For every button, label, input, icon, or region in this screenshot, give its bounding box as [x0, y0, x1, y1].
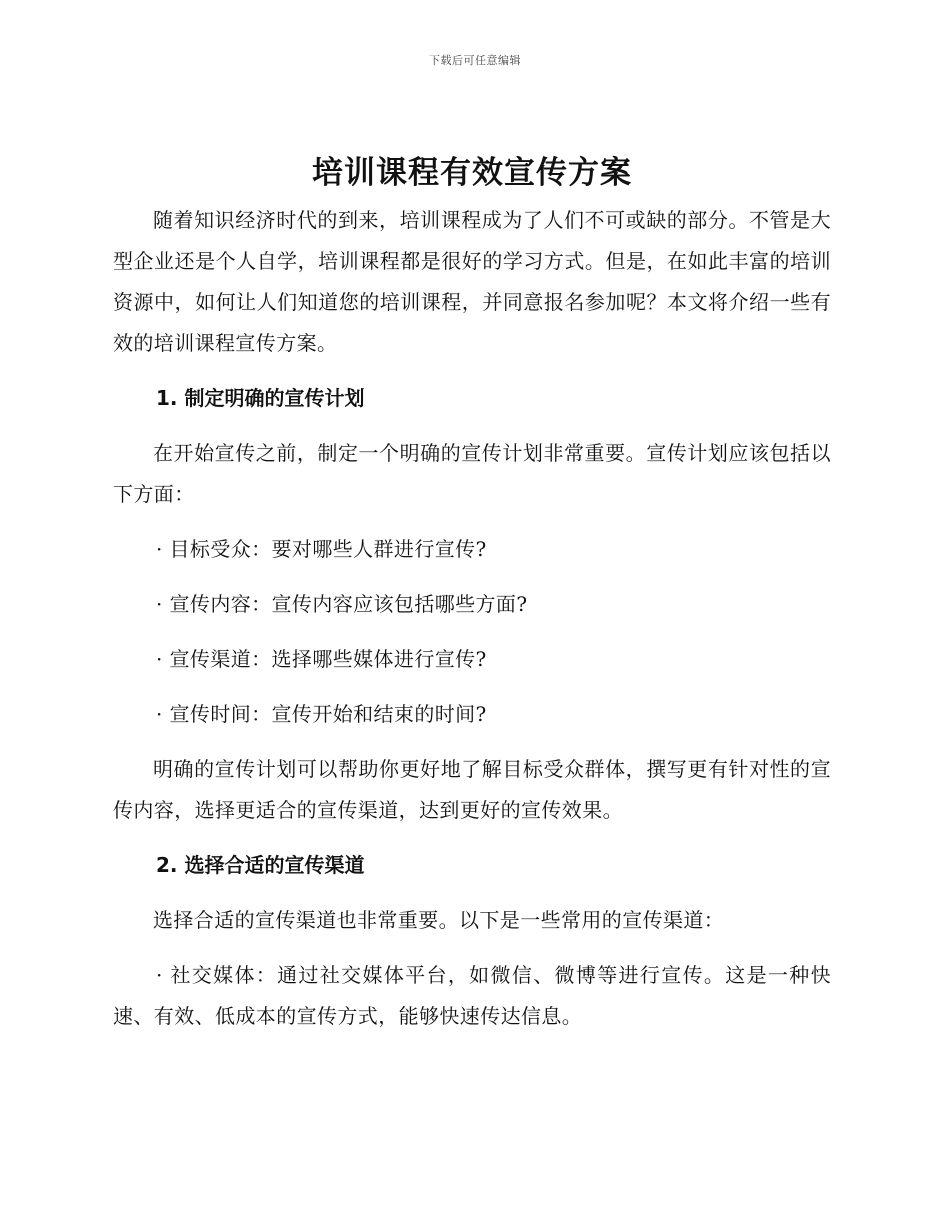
section-1-lead-paragraph: 在开始宣传之前，制定一个明确的宣传计划非常重要。宣传计划应该包括以下方面： — [113, 441, 831, 506]
header-note: 下载后可任意编辑 — [429, 54, 521, 67]
bullet-item-timing: · 宣传时间：宣传开始和结束的时间? — [156, 702, 487, 726]
bullet-item-content: · 宣传内容：宣传内容应该包括哪些方面? — [156, 592, 528, 616]
bullet-item-target-audience: · 目标受众：要对哪些人群进行宣传? — [156, 537, 487, 561]
section-2-lead-paragraph: 选择合适的宣传渠道也非常重要。以下是一些常用的宣传渠道： — [153, 908, 725, 932]
section-2-heading: 2. 选择合适的宣传渠道 — [156, 853, 365, 877]
bullet-item-channels: · 宣传渠道：选择哪些媒体进行宣传? — [156, 647, 487, 671]
intro-paragraph: 随着知识经济时代的到来，培训课程成为了人们不可或缺的部分。不管是大型企业还是个人自学，培训课程都是很好的学习方式。但是，在如此丰富的培训资源中，如何让人们知道您的培训课程，并同意报名参加呢？本文将介绍一些有效的培训课程宣传方案。 — [113, 208, 831, 355]
document-body — [113, 150, 831, 1051]
section-1-summary-paragraph: 明确的宣传计划可以帮助你更好地了解目标受众群体，撰写更有针对性的宣传内容，选择更适合的宣传渠道，达到更好的宣传效果。 — [113, 757, 831, 822]
section-1-heading: 1. 制定明确的宣传计划 — [156, 386, 365, 410]
document-title: 培训课程有效宣传方案 — [312, 155, 632, 191]
bullet-item-social-media: · 社交媒体：通过社交媒体平台，如微信、微博等进行宣传。这是一种快速、有效、低成本的宣传方式，能够快速传达信息。 — [113, 963, 831, 1028]
